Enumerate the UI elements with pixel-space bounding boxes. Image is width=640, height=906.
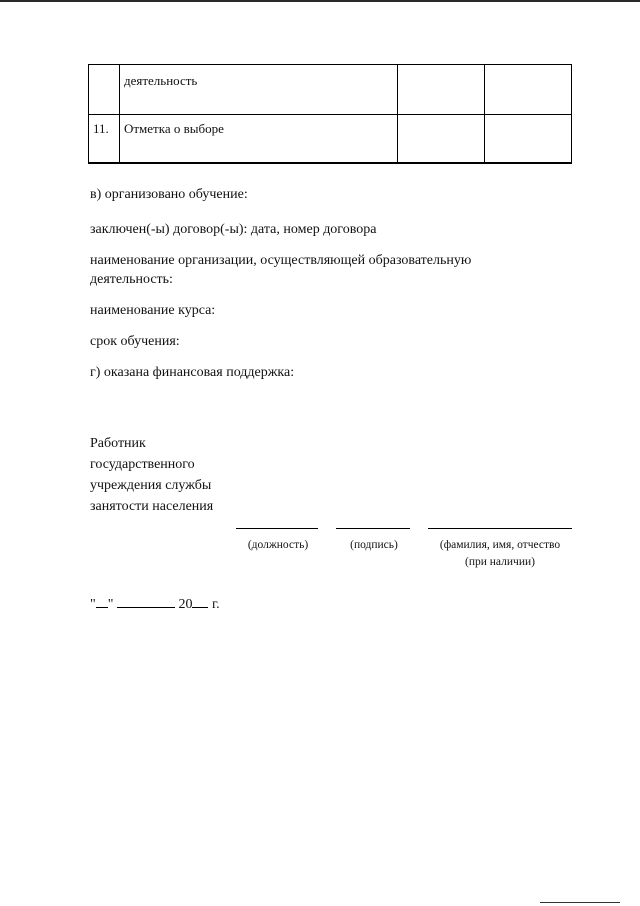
signature-caption: (подпись) [350,539,398,551]
date-close-quote: " [107,597,114,612]
day-blank [96,593,108,608]
date-open-quote: " [90,597,96,612]
scan-edge-bottom [540,902,620,903]
row-text: Отметка о выборе [119,115,397,164]
year-prefix: 20 [178,597,193,612]
signer-line: учреждения службы [90,478,212,493]
selection-table [88,64,572,164]
position-line [236,528,318,529]
scan-edge-top [0,0,640,2]
row-number [89,65,120,115]
row-cell-empty [398,65,485,115]
name-caption-line: (при наличии) [465,556,535,568]
signer-line: занятости населения [90,499,214,514]
row-cell-empty [485,115,572,164]
row-cell-empty [398,115,485,164]
year-suffix: г. [211,597,220,612]
signer-block [90,433,213,517]
duration-text: срок обучения: [90,334,180,349]
financial-support-heading: г) оказана финансовая поддержка: [90,365,295,380]
row-cell-empty [485,65,572,115]
signer-line: государственного [90,457,195,472]
training-heading: в) организовано обучение: [90,187,248,202]
table-row [89,115,572,164]
signer-line: Работник [90,436,146,451]
course-text: наименование курса: [90,303,216,318]
organization-text: наименование организации, осуществляющей образовательную деятельность: [90,253,472,287]
row-number: 11. [89,115,120,164]
year-blank [192,593,208,608]
table-row [89,65,572,115]
month-blank [117,593,175,608]
contract-text: заключен(-ы) договор(-ы): дата, номер договора [90,222,377,237]
row-text: деятельность [119,65,397,115]
date-field [90,593,220,613]
name-line [428,528,572,529]
signature-line [336,528,410,529]
name-caption [420,537,580,571]
name-caption-line: (фамилия, имя, отчество [439,539,561,551]
position-caption: (должность) [247,539,309,551]
